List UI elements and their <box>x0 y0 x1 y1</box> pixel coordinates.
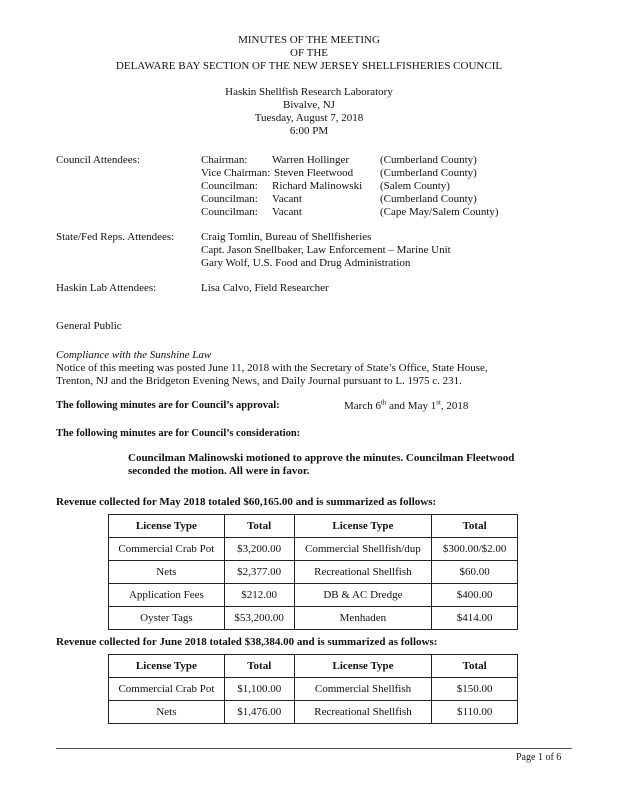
table-header: License Type <box>294 515 432 538</box>
council-role: Councilman: <box>201 193 258 205</box>
state-rep: Capt. Jason Snellbaker, Law Enforcement – Marine Unit <box>201 244 451 256</box>
table-cell: Commercial Crab Pot <box>109 538 225 561</box>
table-cell: Menhaden <box>294 607 432 630</box>
table-cell: $2,377.00 <box>224 561 294 584</box>
table-cell: Oyster Tags <box>109 607 225 630</box>
table-row <box>109 607 518 630</box>
table-cell: Application Fees <box>109 584 225 607</box>
table-cell: $1,476.00 <box>224 701 294 724</box>
table-row <box>109 538 518 561</box>
council-role: Chairman: <box>201 154 248 166</box>
table-row <box>109 701 518 724</box>
state-rep: Gary Wolf, U.S. Food and Drug Administration <box>201 257 411 269</box>
june-revenue-heading: Revenue collected for June 2018 totaled $38,384.00 and is summarized as follows: <box>56 636 438 648</box>
table-cell: $400.00 <box>432 584 518 607</box>
title-line-2: OF THE <box>290 47 328 59</box>
haskin-label: Haskin Lab Attendees: <box>56 282 157 294</box>
approval-label: The following minutes are for Council’s approval: <box>56 400 280 411</box>
council-role: Councilman: <box>201 180 258 192</box>
council-role: Vice Chairman: <box>201 167 271 179</box>
table-cell: $150.00 <box>432 678 518 701</box>
general-public: General Public <box>56 320 122 332</box>
page-number: Page 1 of 6 <box>516 752 562 763</box>
sunshine-heading: Compliance with the Sunshine Law <box>56 349 212 361</box>
council-county: (Salem County) <box>380 180 450 192</box>
table-cell: Nets <box>109 561 225 584</box>
location-line-2: Bivalve, NJ <box>283 99 335 111</box>
council-role: Councilman: <box>201 206 258 218</box>
council-name: Vacant <box>272 193 302 205</box>
title-line-1: MINUTES OF THE MEETING <box>238 34 380 46</box>
council-name: Richard Malinowski <box>272 180 363 192</box>
council-county: (Cumberland County) <box>380 193 477 205</box>
table-header: License Type <box>109 655 225 678</box>
table-header: Total <box>224 515 294 538</box>
haskin-attendee: Lisa Calvo, Field Researcher <box>201 282 329 294</box>
meeting-date: Tuesday, August 7, 2018 <box>254 112 364 124</box>
council-attendees-label: Council Attendees: <box>56 154 141 166</box>
may-revenue-table <box>108 514 518 630</box>
state-rep: Craig Tomlin, Bureau of Shellfisheries <box>201 231 372 243</box>
table-cell: $60.00 <box>432 561 518 584</box>
table-cell: Recreational Shellfish <box>294 561 432 584</box>
motion-text-2: seconded the motion. All were in favor. <box>128 465 310 477</box>
meeting-time: 6:00 PM <box>289 125 329 137</box>
table-cell: $3,200.00 <box>224 538 294 561</box>
table-header-row <box>109 515 518 538</box>
council-name: Warren Hollinger <box>272 154 349 166</box>
location-line-1: Haskin Shellfish Research Laboratory <box>225 86 393 98</box>
table-cell: Commercial Crab Pot <box>109 678 225 701</box>
council-county: (Cape May/Salem County) <box>380 206 499 218</box>
motion-text-1: Councilman Malinowski motioned to approve the minutes. Councilman Fleetwood <box>128 452 515 464</box>
table-cell: $53,200.00 <box>224 607 294 630</box>
sunshine-text-2: Trenton, NJ and the Bridgeton Evening News, and Daily Journal pursuant to L. 1975 c. 231. <box>56 375 462 387</box>
table-cell: $414.00 <box>432 607 518 630</box>
table-header-row <box>109 655 518 678</box>
approval-dates: March 6th and May 1st, 2018 <box>344 398 469 412</box>
table-cell: Recreational Shellfish <box>294 701 432 724</box>
title-line-3: DELAWARE BAY SECTION OF THE NEW JERSEY SHELLFISHERIES COUNCIL <box>115 60 503 72</box>
table-header: Total <box>432 515 518 538</box>
council-county: (Cumberland County) <box>380 154 477 166</box>
table-row <box>109 678 518 701</box>
council-county: (Cumberland County) <box>380 167 477 179</box>
table-cell: $110.00 <box>432 701 518 724</box>
table-cell: DB & AC Dredge <box>294 584 432 607</box>
council-name: Vacant <box>272 206 302 218</box>
state-reps-label: State/Fed Reps. Attendees: <box>56 231 175 243</box>
consideration-label: The following minutes are for Council’s consideration: <box>56 428 301 439</box>
may-revenue-heading: Revenue collected for May 2018 totaled $60,165.00 and is summarized as follows: <box>56 496 437 508</box>
table-cell: $300.00/$2.00 <box>432 538 518 561</box>
table-cell: Commercial Shellfish <box>294 678 432 701</box>
table-cell: Commercial Shellfish/dup <box>294 538 432 561</box>
table-row <box>109 561 518 584</box>
table-cell: Nets <box>109 701 225 724</box>
table-header: License Type <box>294 655 432 678</box>
table-row <box>109 584 518 607</box>
sunshine-text-1: Notice of this meeting was posted June 11, 2018 with the Secretary of State’s Office, State House, <box>56 362 488 374</box>
council-name: Steven Fleetwood <box>274 167 354 179</box>
table-cell: $1,100.00 <box>224 678 294 701</box>
table-header: License Type <box>109 515 225 538</box>
table-cell: $212.00 <box>224 584 294 607</box>
table-header: Total <box>432 655 518 678</box>
footer-divider <box>56 748 572 749</box>
table-header: Total <box>224 655 294 678</box>
june-revenue-table <box>108 654 518 724</box>
